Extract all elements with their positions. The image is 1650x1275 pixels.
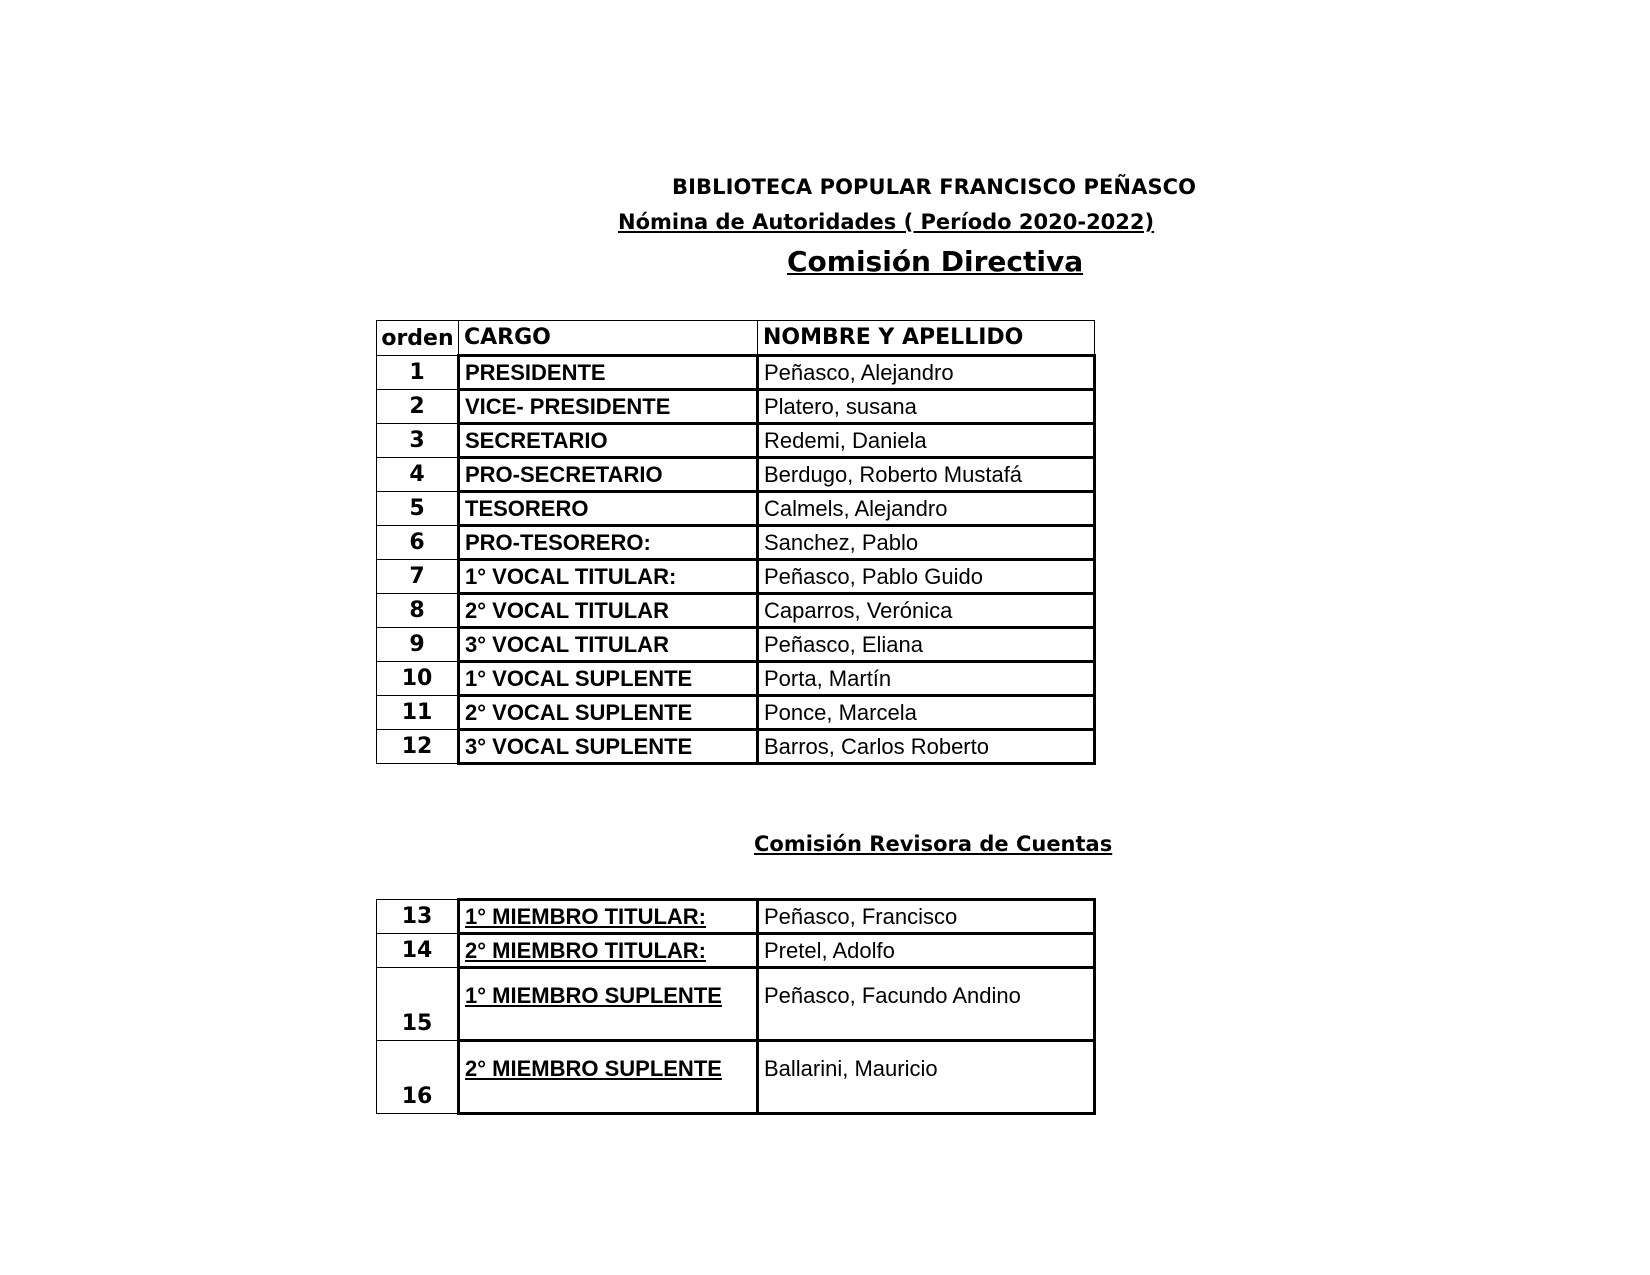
comision-directiva-title: Comisión Directiva (787, 245, 1084, 278)
table-row (377, 900, 1095, 934)
nombre-cell: Peñasco, Eliana (758, 628, 1095, 662)
table-row (377, 390, 1095, 424)
cargo-cell: 3° VOCAL SUPLENTE (459, 730, 758, 764)
comision-directiva-table (376, 320, 1096, 765)
table-row (377, 696, 1095, 730)
cargo-cell: 2° VOCAL SUPLENTE (459, 696, 758, 730)
cargo-cell (459, 968, 758, 1041)
nombre-cell: Peñasco, Francisco (758, 900, 1095, 934)
orden-cell: 6 (377, 526, 459, 560)
table-header-row (377, 321, 1095, 356)
nombre-cell: Porta, Martín (758, 662, 1095, 696)
orden-cell: 4 (377, 458, 459, 492)
table-row (377, 1041, 1095, 1114)
nombre-cell: Peñasco, Alejandro (758, 356, 1095, 390)
orden-cell: 12 (377, 730, 459, 764)
cargo-cell: VICE- PRESIDENTE (459, 390, 758, 424)
cargo-label: 2° MIEMBRO TITULAR: (465, 937, 707, 963)
cargo-cell: 1° VOCAL SUPLENTE (459, 662, 758, 696)
orden-cell: 14 (377, 934, 459, 968)
table-row (377, 968, 1095, 1041)
cargo-cell: 1° VOCAL TITULAR: (459, 560, 758, 594)
table-row (377, 560, 1095, 594)
table-row (377, 492, 1095, 526)
table-row (377, 934, 1095, 968)
orden-cell: 7 (377, 560, 459, 594)
period-subtitle: Nómina de Autoridades ( Período 2020-2022) (618, 210, 1155, 234)
cargo-label: 2° MIEMBRO SUPLENTE (465, 1056, 722, 1081)
table-row (377, 424, 1095, 458)
table-row (377, 458, 1095, 492)
nombre-cell: Calmels, Alejandro (758, 492, 1095, 526)
orden-cell: 8 (377, 594, 459, 628)
cargo-cell: PRO-TESORERO: (459, 526, 758, 560)
header-nombre: NOMBRE Y APELLIDO (758, 321, 1095, 356)
nombre-cell: Ponce, Marcela (758, 696, 1095, 730)
cargo-cell: PRO-SECRETARIO (459, 458, 758, 492)
cargo-label: 1° MIEMBRO SUPLENTE (465, 983, 722, 1008)
orden-cell: 13 (377, 900, 459, 934)
nombre-cell: Ballarini, Mauricio (758, 1041, 1095, 1114)
orden-cell: 15 (377, 968, 459, 1041)
orden-cell: 5 (377, 492, 459, 526)
cargo-cell (459, 900, 758, 934)
nombre-cell: Platero, susana (758, 390, 1095, 424)
cargo-cell (459, 1041, 758, 1114)
nombre-cell: Peñasco, Facundo Andino (758, 968, 1095, 1041)
table-row (377, 662, 1095, 696)
cargo-cell: 2° VOCAL TITULAR (459, 594, 758, 628)
header-cargo: CARGO (459, 321, 758, 356)
nombre-cell: Caparros, Verónica (758, 594, 1095, 628)
cargo-cell (459, 934, 758, 968)
table-row (377, 730, 1095, 764)
comision-revisora-table (376, 898, 1096, 1115)
cargo-cell: SECRETARIO (459, 424, 758, 458)
table-row (377, 628, 1095, 662)
nombre-cell: Barros, Carlos Roberto (758, 730, 1095, 764)
cargo-cell: TESORERO (459, 492, 758, 526)
header-orden: orden (377, 321, 459, 356)
cargo-label: 1° MIEMBRO TITULAR: (465, 903, 707, 929)
orden-cell: 9 (377, 628, 459, 662)
table-row (377, 356, 1095, 390)
nombre-cell: Redemi, Daniela (758, 424, 1095, 458)
orden-cell: 11 (377, 696, 459, 730)
orden-cell: 10 (377, 662, 459, 696)
nombre-cell: Sanchez, Pablo (758, 526, 1095, 560)
cargo-cell: PRESIDENTE (459, 356, 758, 390)
comision-revisora-title: Comisión Revisora de Cuentas (754, 832, 1113, 856)
orden-cell: 16 (377, 1041, 459, 1114)
orden-cell: 2 (377, 390, 459, 424)
nombre-cell: Berdugo, Roberto Mustafá (758, 458, 1095, 492)
table-row (377, 594, 1095, 628)
cargo-cell: 3° VOCAL TITULAR (459, 628, 758, 662)
orden-cell: 1 (377, 356, 459, 390)
table-row (377, 526, 1095, 560)
nombre-cell: Pretel, Adolfo (758, 934, 1095, 968)
institution-title: BIBLIOTECA POPULAR FRANCISCO PEÑASCO (672, 175, 1197, 199)
nombre-cell: Peñasco, Pablo Guido (758, 560, 1095, 594)
orden-cell: 3 (377, 424, 459, 458)
